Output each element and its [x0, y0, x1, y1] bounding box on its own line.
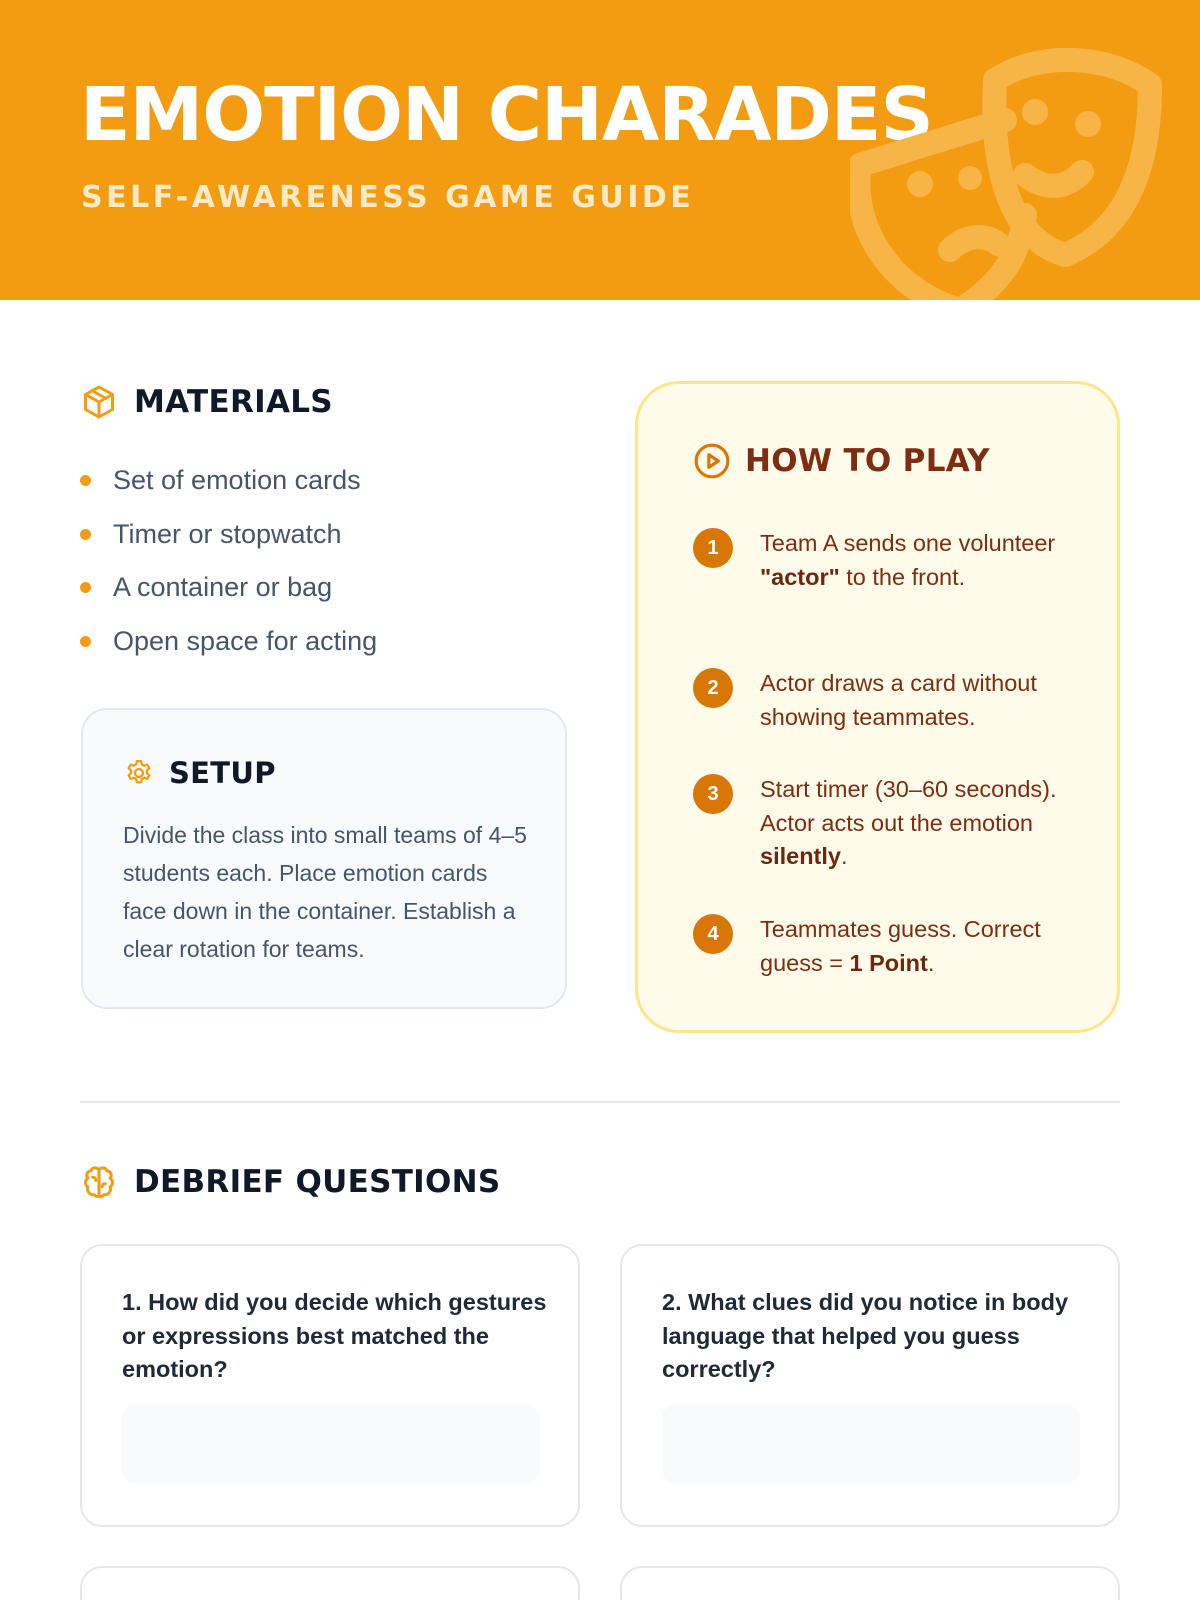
bullet-dot [80, 582, 91, 593]
step-text: Start timer (30–60 seconds). Actor acts out the emotion silently. [760, 776, 1057, 869]
section-divider [80, 1101, 1120, 1103]
box-icon [80, 383, 118, 421]
list-item [80, 615, 377, 669]
question-card [620, 1244, 1120, 1527]
step-item [693, 527, 1073, 594]
list-item-label: Open space for acting [113, 625, 378, 656]
debrief-title: DEBRIEF QUESTIONS [134, 1164, 501, 1200]
bullet-dot [80, 475, 91, 486]
setup-card [81, 708, 567, 1009]
question-card [620, 1566, 1120, 1600]
list-item-label: Set of emotion cards [113, 465, 361, 496]
list-item [80, 561, 377, 615]
step-text: Actor draws a card without showing teammates. [760, 670, 1037, 730]
list-item-label: A container or bag [113, 572, 333, 603]
materials-list [80, 454, 377, 668]
step-text: Teammates guess. Correct guess = 1 Point. [760, 916, 1041, 976]
gear-icon [123, 757, 155, 789]
how-to-play-card [635, 381, 1120, 1033]
step-text: Team A sends one volunteer "actor" to the front. [760, 530, 1056, 590]
how-to-play-heading [693, 442, 990, 480]
step-number: 4 [693, 914, 733, 954]
step-number: 1 [693, 528, 733, 568]
how-to-play-title: HOW TO PLAY [745, 443, 990, 479]
page-subtitle: SELF-AWARENESS GAME GUIDE [81, 180, 695, 215]
header-banner [0, 0, 1200, 300]
step-number: 3 [693, 774, 733, 814]
materials-title: MATERIALS [134, 384, 333, 420]
theater-mask-icon [850, 40, 1200, 300]
list-item [80, 454, 377, 508]
answer-area[interactable] [662, 1404, 1080, 1484]
question-card [80, 1244, 580, 1527]
setup-heading [123, 756, 276, 790]
answer-area[interactable] [122, 1404, 540, 1484]
list-item [80, 508, 377, 562]
setup-title: SETUP [169, 756, 276, 790]
step-item [693, 773, 1073, 874]
brain-icon [80, 1163, 118, 1201]
bullet-dot [80, 529, 91, 540]
page-title: EMOTION CHARADES [80, 72, 933, 158]
bullet-dot [80, 636, 91, 647]
play-circle-icon [693, 442, 731, 480]
question-text: 1. How did you decide which gestures or expressions best matched the emotion? [122, 1289, 547, 1382]
step-item [693, 913, 1073, 980]
step-number: 2 [693, 668, 733, 708]
step-item [693, 667, 1073, 734]
question-card [80, 1566, 580, 1600]
materials-heading [80, 383, 333, 421]
setup-description: Divide the class into small teams of 4–5 students each. Place emotion cards face down in the container. Establish a clear rotation for teams. [123, 822, 527, 962]
question-text: 2. What clues did you notice in body language that helped you guess correctly? [662, 1289, 1069, 1382]
debrief-heading [80, 1163, 501, 1201]
list-item-label: Timer or stopwatch [113, 518, 342, 549]
